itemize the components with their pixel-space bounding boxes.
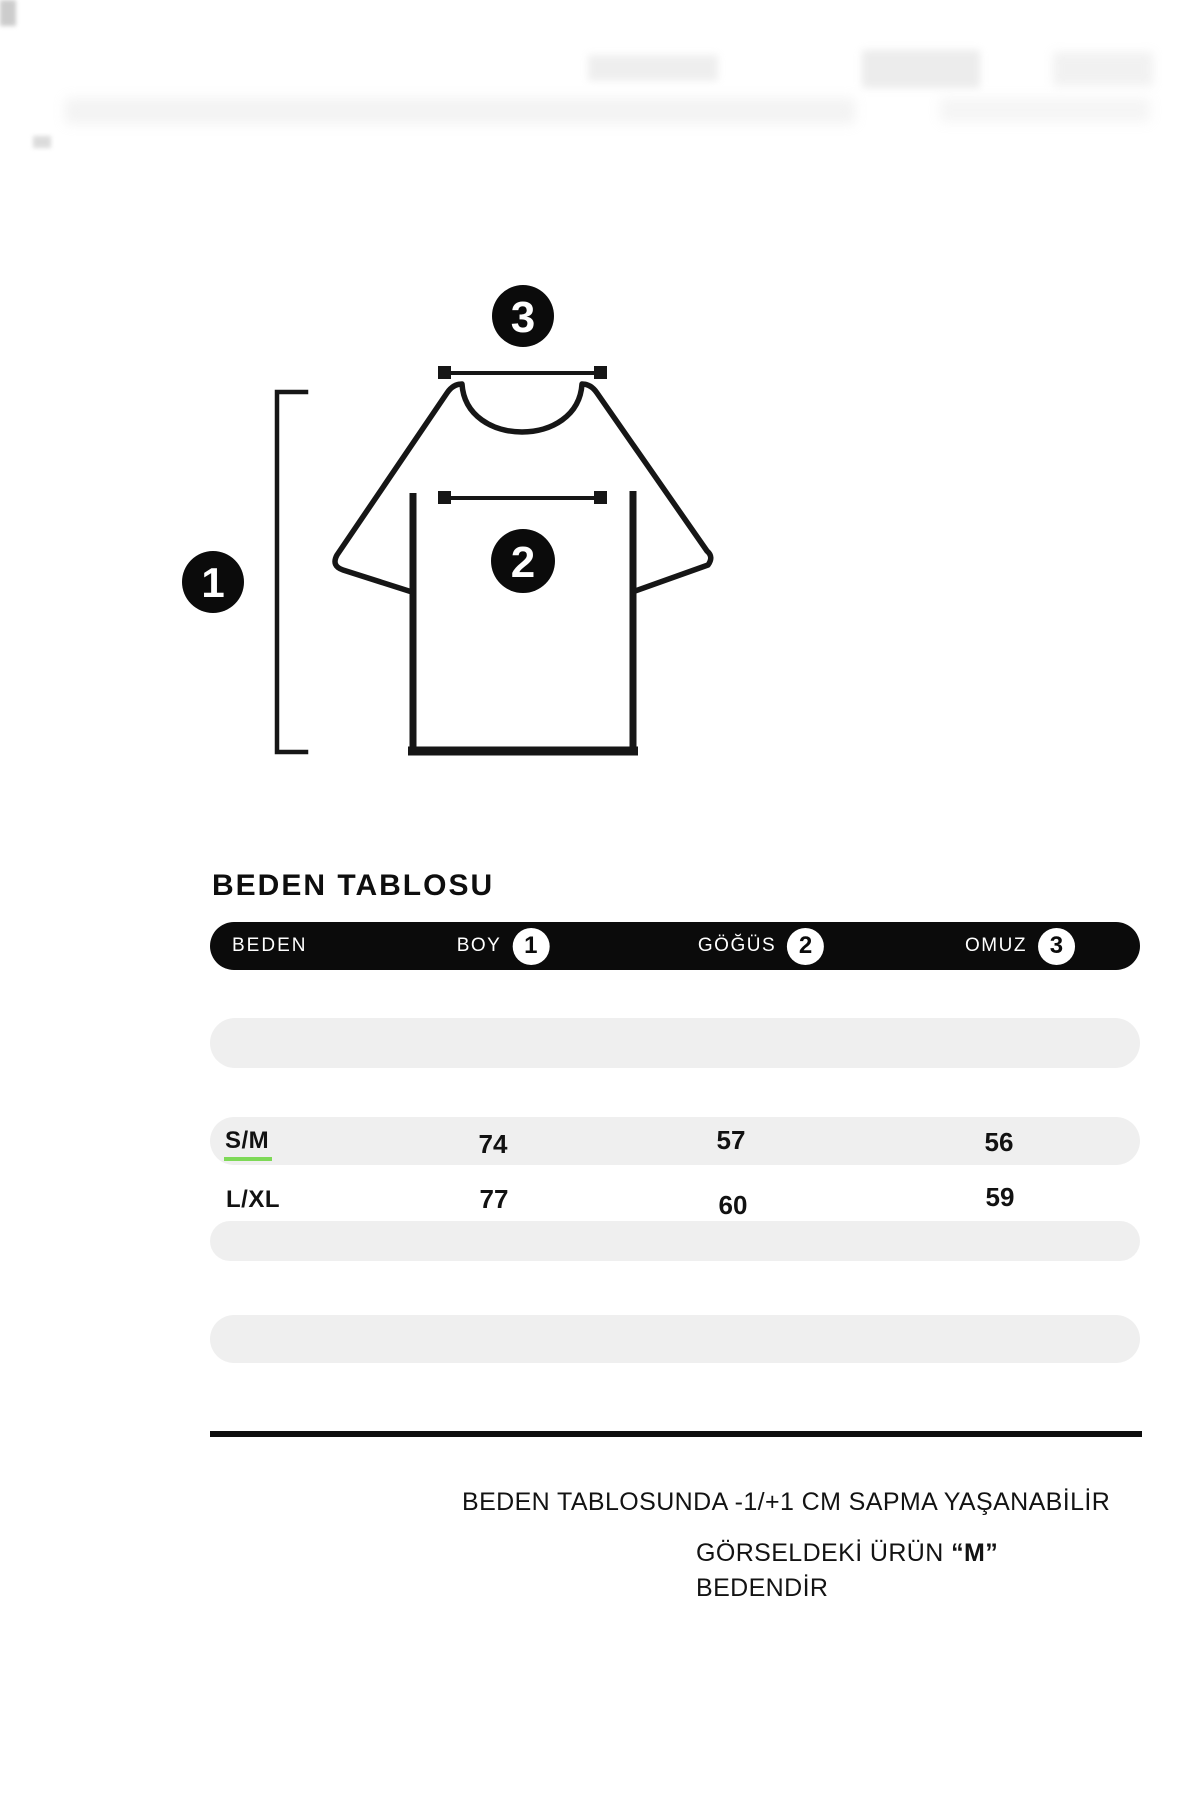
deviation-note: BEDEN TABLOSUNDA -1/+1 CM SAPMA YAŞANABİLİR (462, 1488, 1111, 1516)
model-note-prefix: GÖRSELDEKİ ÜRÜN (696, 1539, 952, 1567)
header-col-gogus-label: GÖĞÜS (697, 935, 777, 956)
model-size-note (696, 1536, 998, 1606)
header-col-gogus (698, 922, 824, 970)
table-row-sm (210, 1117, 1140, 1165)
table-header (210, 922, 1140, 970)
cell-sm-omuz: 56 (984, 1127, 1014, 1157)
chest-measure-endcap-right (594, 491, 607, 504)
empty-stripe-row (210, 1221, 1140, 1261)
shoulder-measure-line (438, 366, 607, 379)
shoulder-measure-endcap-right (594, 366, 607, 379)
cell-sm-gogus: 57 (716, 1125, 746, 1155)
header-col-omuz (965, 922, 1075, 970)
model-note-line2: BEDENDİR (696, 1574, 829, 1602)
svg-text:2: 2 (510, 538, 536, 587)
size-chart-title: BEDEN TABLOSU (212, 869, 495, 902)
cell-lxl-omuz: 59 (985, 1182, 1015, 1212)
size-label-lxl: L/XL (226, 1186, 280, 1213)
header-badge-3-icon: 3 (1038, 928, 1075, 965)
header-col-omuz-label: OMUZ (965, 935, 1027, 956)
empty-stripe-row (210, 1315, 1140, 1363)
cell-lxl-boy: 77 (479, 1184, 509, 1214)
chest-measure-endcap-left (438, 491, 451, 504)
measure-badge-1 (182, 551, 244, 613)
chest-measure-line (438, 491, 607, 504)
svg-text:1: 1 (201, 559, 225, 606)
header-col-boy-label: BOY (456, 935, 502, 956)
header-badge-1-icon: 1 (512, 928, 549, 965)
divider-line (210, 1431, 1142, 1437)
table-row-lxl (210, 1178, 1140, 1224)
svg-text:3: 3 (510, 293, 536, 342)
measure-badge-2 (491, 529, 555, 593)
cell-lxl-gogus: 60 (718, 1190, 748, 1220)
shoulder-measure-endcap-left (438, 366, 451, 379)
model-note-size: “M” (951, 1539, 999, 1567)
empty-stripe-row (210, 1018, 1140, 1068)
size-label-sm: S/M (224, 1127, 272, 1161)
length-measure-bracket (277, 392, 306, 752)
header-col-boy (457, 922, 550, 970)
header-col-beden: BEDEN (232, 935, 308, 956)
cell-sm-boy: 74 (478, 1129, 508, 1159)
header-badge-2-icon: 2 (787, 928, 824, 965)
measure-badge-3 (492, 285, 554, 347)
